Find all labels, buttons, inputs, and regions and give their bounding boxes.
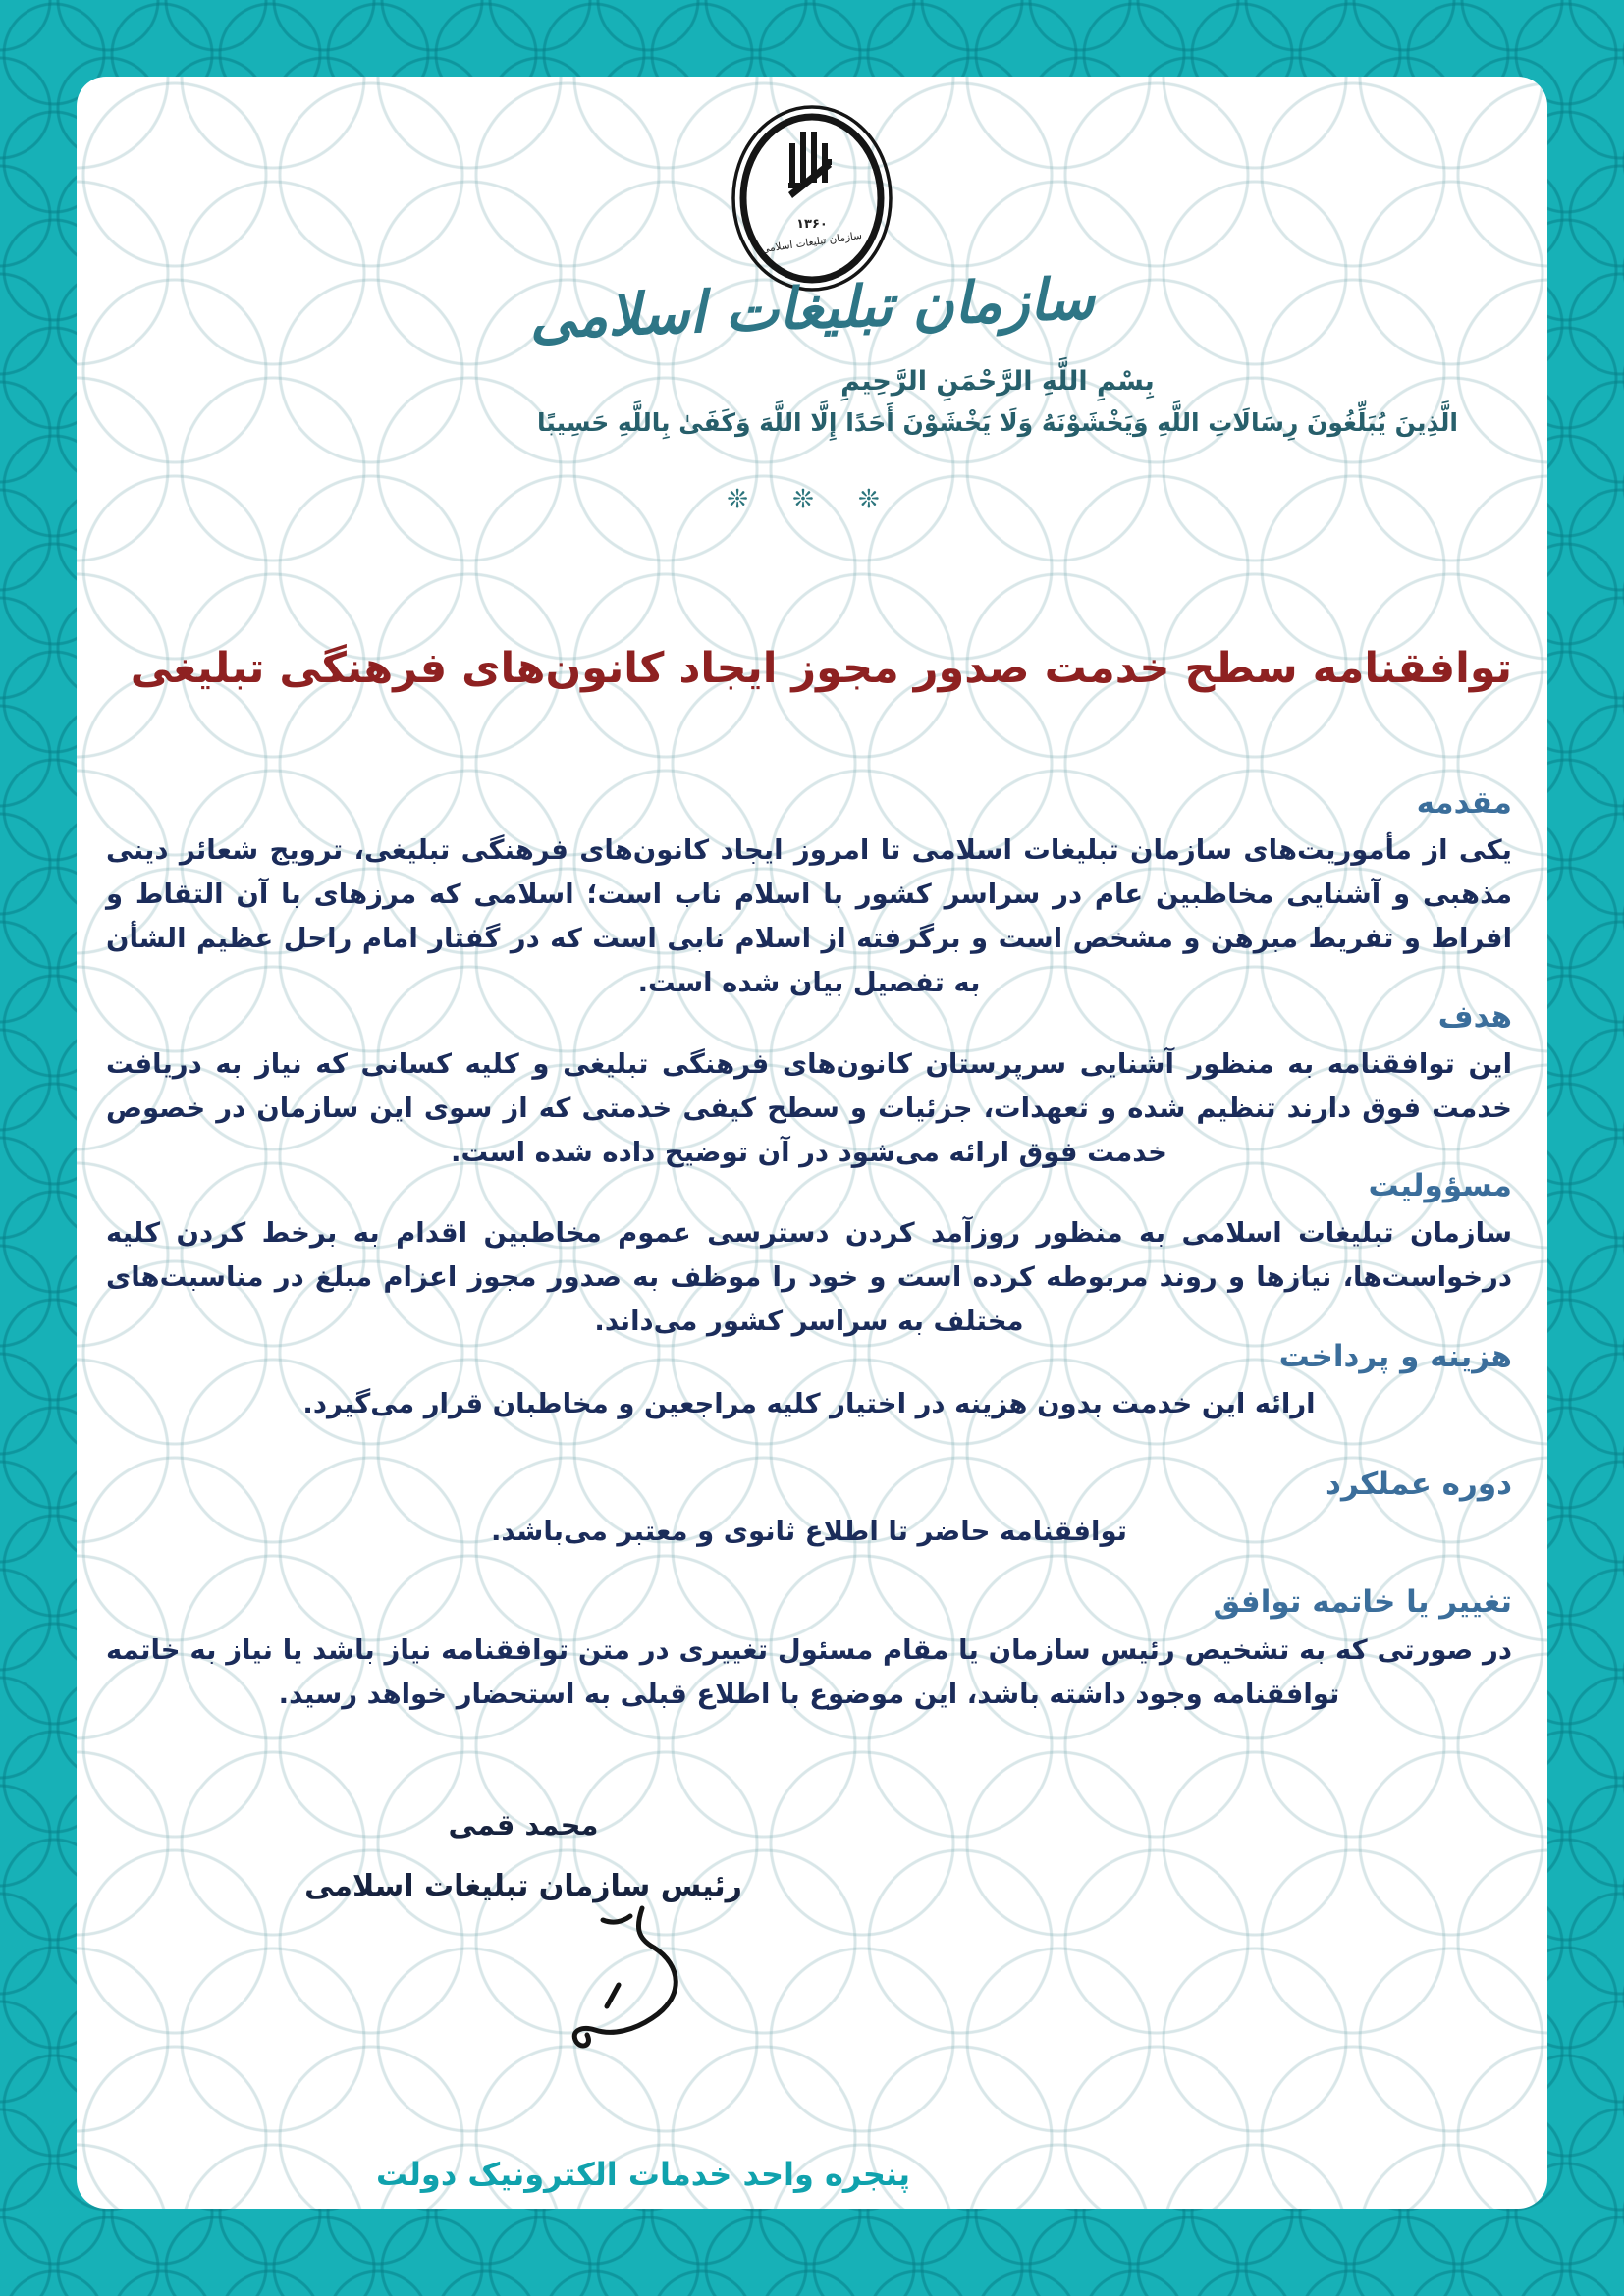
logo-org-name: سازمان تبلیغات اسلامی [760,229,863,256]
section-body-performance-period: توافقنامه حاضر تا اطلاع ثانوی و معتبر می‌باشد. [490,1516,1128,1547]
section-heading-change-or-termination: تغییر یا خاتمه توافق [1213,1584,1512,1620]
section-body-cost-and-payment: ارائه این خدمت بدون هزینه در اختیار کلیه مراجعین و مخاطبان قرار می‌گیرد. [302,1388,1316,1419]
section-body-change-or-termination: در صورتی که به تشخیص رئیس سازمان یا مقام مسئول تغییری در متن توافقنامه نیاز باشد یا نیاز به خاتمه توافقنامه وجود داشته باشد، این موضوع با اطلاع قبلی به استحضار خواهد رسید. [106,1634,1512,1710]
section-heading-cost-and-payment: هزینه و پرداخت [1278,1339,1512,1374]
bismillah-line: بِسْمِ اللَّهِ الرَّحْمَنِ الرَّحِيمِ [840,366,1155,397]
section-body-goal: این توافقنامه به منظور آشنایی سرپرستان کانون‌های فرهنگی تبلیغی و کلیه کسانی که نیاز به دریافت خدمت فوق دارند تنظیم شده و تعهدات، جزئیات و سطح کیفی خدمتی که از سوی این سازمان در خصوص خدمت فوق ارائه می‌شود در آن توضیح داده شده است. [106,1048,1512,1168]
logo-year: ۱۳۶۰ [796,217,828,232]
org-calligraphy-signature: سازمان تبلیغات اسلامی [528,264,1096,352]
section-body-responsibility: سازمان تبلیغات اسلامی به منظور روزآمد کردن دسترسی عموم مخاطبین اقدام به برخط کردن کلیه درخواست‌ها، نیازها و روند مربوطه کرده است و خود را موظف به صدور مجوز اعزام مبلغ در مناسبت‌های مختلف به سراسر کشور می‌داند. [106,1217,1512,1337]
signatory-role: رئیس سازمان تبلیغات اسلامی [304,1869,742,1903]
signatory-name: محمد قمی [448,1808,599,1842]
section-heading-responsibility: مسؤولیت [1368,1168,1512,1203]
section-heading-performance-period: دوره عملکرد [1326,1467,1512,1502]
handwritten-signature [487,1902,732,2054]
document-title: توافقنامه سطح خدمت صدور مجوز ایجاد کانون‌های فرهنگی تبلیغی [130,644,1512,693]
bismillah-block [477,361,1518,444]
section-heading-introduction: مقدمه [1416,785,1512,821]
islamic-propagation-organization-emblem-icon [728,102,896,294]
footer-egov-services-label: پنجره واحد خدمات الکترونیک دولت [376,2156,910,2193]
section-heading-goal: هدف [1437,999,1512,1035]
allah-kufic-calligraphy-icon [788,132,832,198]
quran-verse-line: الَّذِينَ يُبَلِّغُونَ رِسَالَاتِ اللَّهِ وَيَخْشَوْنَهُ وَلَا يَخْشَوْنَ أَحَدًا إِلَّا اللَّهَ وَكَفَىٰ بِاللَّهِ حَسِيبًا [537,408,1458,437]
ornament-asterisks: ❊ ❊ ❊ [727,485,897,514]
signature-scribble-icon [487,1902,732,2050]
section-body-introduction: یکی از مأموریت‌های سازمان تبلیغات اسلامی تا امروز ایجاد کانون‌های فرهنگی تبلیغی، ترویج شعائر دینی مذهبی و آشنایی مخاطبین عام در سراسر کشور با اسلام ناب است؛ اسلامی که مرزهای با آن التقاط و افراط و تفریط مبرهن و مشخص است و برگرفته از اسلام نابی است که در گفتار امام راحل عظیم الشأن به تفصیل بیان شده است. [106,834,1512,998]
letter-page [77,77,1547,2209]
